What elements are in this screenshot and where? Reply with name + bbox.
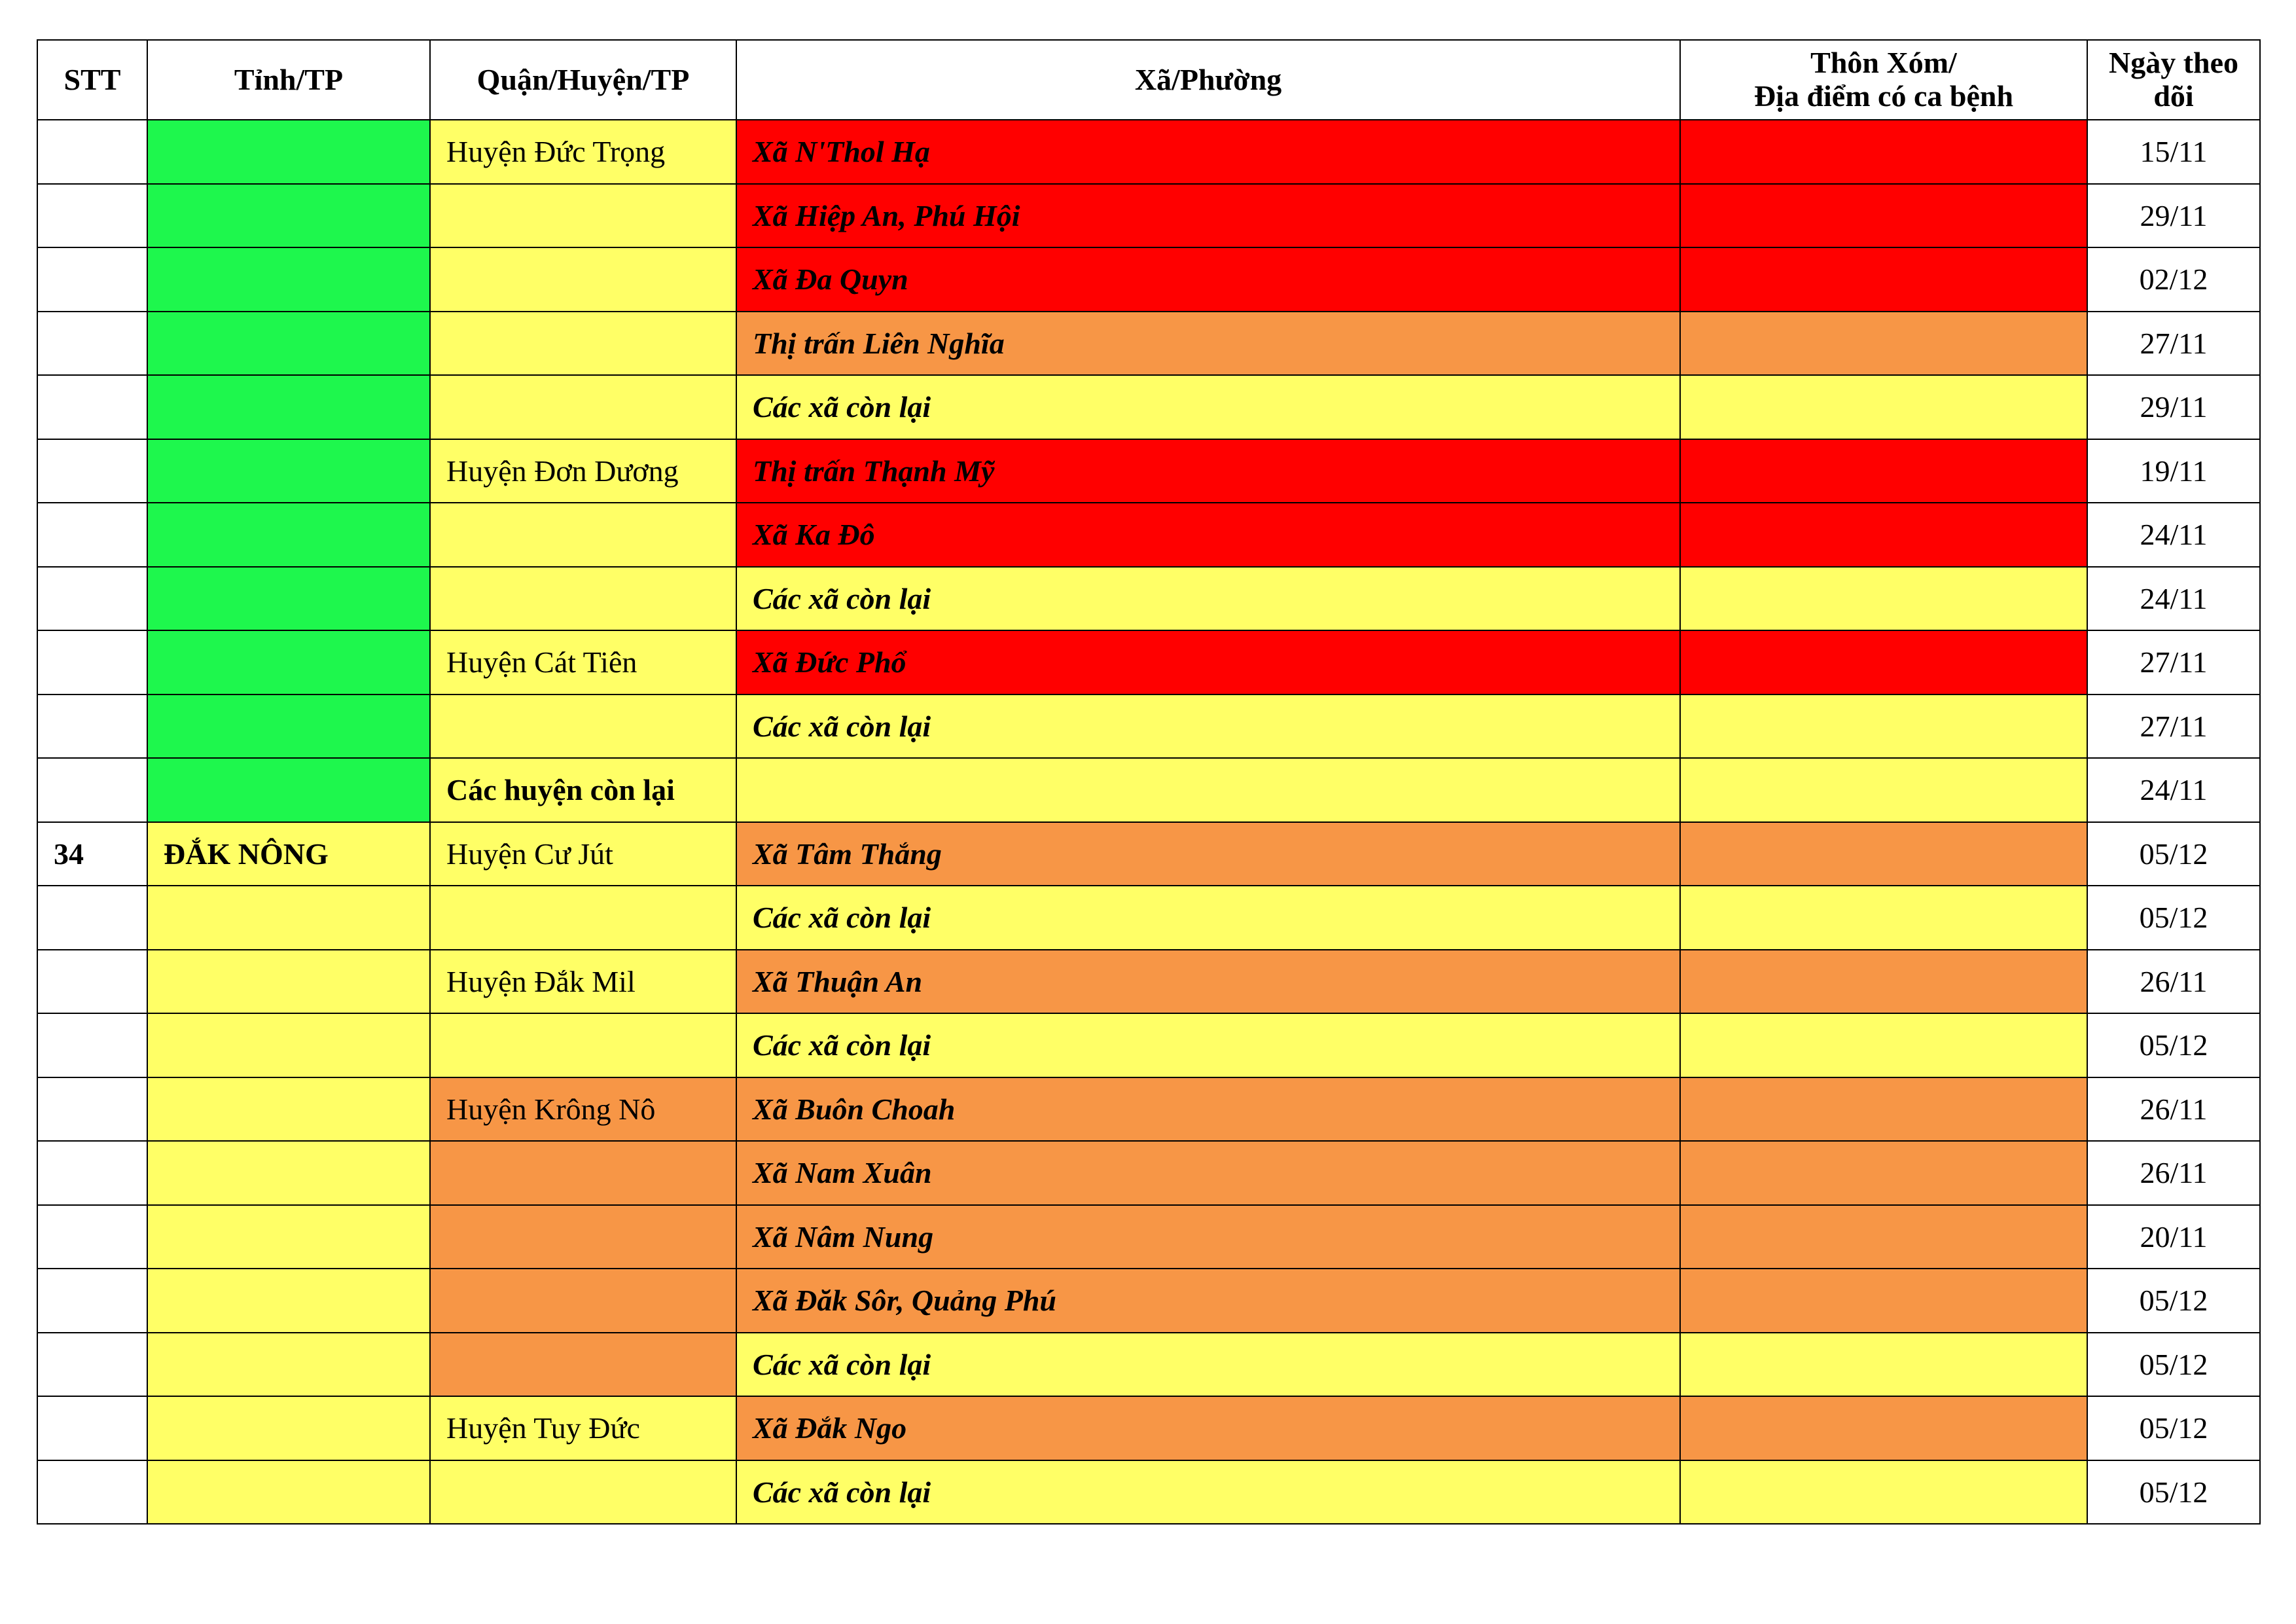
cell-ward: Xã Đa Quyn [736,247,1680,312]
cell-district [430,503,736,567]
cell-ward: Xã Thuận An [736,950,1680,1014]
table-row [37,1013,2260,1077]
header-stt: STT [37,40,147,120]
cell-district: Huyện Krông Nô [430,1077,736,1142]
cell-stt [37,1077,147,1142]
cell-stt [37,1013,147,1077]
cell-ward: Các xã còn lại [736,375,1680,439]
cell-district [430,886,736,950]
cell-date: 20/11 [2087,1205,2260,1269]
table-row [37,1460,2260,1525]
cell-district [430,567,736,631]
table-row [37,1205,2260,1269]
cell-district: Huyện Đức Trọng [430,120,736,184]
cell-ward: Xã Buôn Choah [736,1077,1680,1142]
cell-stt [37,1205,147,1269]
cell-province [147,758,430,822]
cell-district [430,1013,736,1077]
table-body [37,120,2260,1524]
cell-ward: Xã Nam Xuân [736,1141,1680,1205]
cell-district: Huyện Cát Tiên [430,630,736,695]
cell-hamlet [1680,758,2087,822]
cell-district: Huyện Đơn Dương [430,439,736,503]
cell-stt [37,247,147,312]
cell-province [147,695,430,759]
cell-hamlet [1680,439,2087,503]
cell-stt [37,120,147,184]
cell-date: 26/11 [2087,1077,2260,1142]
cell-province [147,1205,430,1269]
cell-ward: Thị trấn Liên Nghĩa [736,312,1680,376]
cell-hamlet [1680,886,2087,950]
cell-date: 05/12 [2087,1333,2260,1397]
table-row [37,184,2260,248]
table-row [37,1396,2260,1460]
cell-province [147,1460,430,1525]
cell-hamlet [1680,375,2087,439]
cell-ward [736,758,1680,822]
cell-ward: Xã Đăk Sôr, Quảng Phú [736,1269,1680,1333]
cell-province [147,1333,430,1397]
cell-hamlet [1680,1013,2087,1077]
table-row [37,1269,2260,1333]
cell-date: 27/11 [2087,312,2260,376]
cell-hamlet [1680,630,2087,695]
cell-date: 29/11 [2087,184,2260,248]
cell-date: 05/12 [2087,1269,2260,1333]
cell-stt [37,439,147,503]
cell-hamlet [1680,120,2087,184]
header-district: Quận/Huyện/TP [430,40,736,120]
cell-hamlet [1680,822,2087,886]
cell-stt [37,1269,147,1333]
cell-stt [37,184,147,248]
cell-province [147,1077,430,1142]
cell-ward: Các xã còn lại [736,1333,1680,1397]
cell-ward: Xã Đắk Ngo [736,1396,1680,1460]
table-row [37,695,2260,759]
cell-district: Huyện Cư Jút [430,822,736,886]
cell-ward: Xã Nâm Nung [736,1205,1680,1269]
cell-district [430,247,736,312]
cell-date: 05/12 [2087,886,2260,950]
header-date-line1: Ngày theo [2108,46,2239,80]
cell-hamlet [1680,1333,2087,1397]
cell-ward: Thị trấn Thạnh Mỹ [736,439,1680,503]
cell-hamlet [1680,184,2087,248]
header-date-line2: dõi [2153,79,2194,113]
table-row [37,1077,2260,1142]
cell-province: ĐẮK NÔNG [147,822,430,886]
cell-stt [37,630,147,695]
cell-hamlet [1680,1269,2087,1333]
table-row [37,950,2260,1014]
cell-hamlet [1680,695,2087,759]
cell-district [430,1333,736,1397]
table-row [37,630,2260,695]
cell-province [147,950,430,1014]
cell-hamlet [1680,1460,2087,1525]
cell-stt [37,695,147,759]
cell-hamlet [1680,1396,2087,1460]
cell-stt [37,1333,147,1397]
cell-hamlet [1680,1141,2087,1205]
cell-district [430,312,736,376]
cell-stt [37,1460,147,1525]
cell-hamlet [1680,567,2087,631]
cell-ward: Các xã còn lại [736,1460,1680,1525]
header-ward: Xã/Phường [736,40,1680,120]
cell-province [147,567,430,631]
table-row [37,247,2260,312]
table-row [37,1141,2260,1205]
cell-district [430,1460,736,1525]
cell-district [430,184,736,248]
cell-province [147,503,430,567]
header-date [2087,40,2260,120]
cell-stt [37,1141,147,1205]
cell-date: 02/12 [2087,247,2260,312]
cell-date: 05/12 [2087,1013,2260,1077]
cell-ward: Xã Đức Phổ [736,630,1680,695]
cell-date: 24/11 [2087,758,2260,822]
cell-stt [37,950,147,1014]
cell-ward: Các xã còn lại [736,567,1680,631]
cell-date: 27/11 [2087,695,2260,759]
cell-province [147,1141,430,1205]
cell-hamlet [1680,1205,2087,1269]
cell-date: 05/12 [2087,822,2260,886]
cell-date: 05/12 [2087,1460,2260,1525]
table-row [37,120,2260,184]
cell-date: 19/11 [2087,439,2260,503]
cell-ward: Xã Tâm Thắng [736,822,1680,886]
table-row [37,567,2260,631]
table-row [37,439,2260,503]
cell-stt [37,886,147,950]
cell-district [430,1269,736,1333]
header-hamlet-line1: Thôn Xóm/ [1810,46,1957,80]
cell-province [147,375,430,439]
cell-stt [37,567,147,631]
table-row [37,822,2260,886]
table-row [37,758,2260,822]
cell-date: 05/12 [2087,1396,2260,1460]
table-row [37,1333,2260,1397]
covid-risk-table [37,39,2261,1525]
cell-hamlet [1680,950,2087,1014]
cell-stt [37,503,147,567]
cell-district: Huyện Tuy Đức [430,1396,736,1460]
cell-stt [37,375,147,439]
cell-date: 29/11 [2087,375,2260,439]
cell-date: 26/11 [2087,1141,2260,1205]
table-row [37,503,2260,567]
cell-ward: Xã Ka Đô [736,503,1680,567]
cell-date: 26/11 [2087,950,2260,1014]
cell-district [430,1205,736,1269]
header-row [37,40,2260,120]
cell-date: 15/11 [2087,120,2260,184]
cell-date: 24/11 [2087,503,2260,567]
cell-hamlet [1680,247,2087,312]
cell-district [430,375,736,439]
cell-province [147,439,430,503]
cell-district [430,695,736,759]
cell-district [430,1141,736,1205]
cell-province [147,1013,430,1077]
cell-hamlet [1680,1077,2087,1142]
cell-province [147,630,430,695]
cell-date: 27/11 [2087,630,2260,695]
table-row [37,886,2260,950]
cell-ward: Các xã còn lại [736,695,1680,759]
header-hamlet [1680,40,2087,120]
table-row [37,375,2260,439]
cell-ward: Các xã còn lại [736,1013,1680,1077]
cell-province [147,886,430,950]
header-province: Tỉnh/TP [147,40,430,120]
cell-province [147,184,430,248]
cell-stt: 34 [37,822,147,886]
table-header [37,40,2260,120]
header-hamlet-line2: Địa điểm có ca bệnh [1753,79,2014,113]
cell-hamlet [1680,312,2087,376]
cell-province [147,1269,430,1333]
cell-stt [37,1396,147,1460]
cell-hamlet [1680,503,2087,567]
cell-province [147,1396,430,1460]
cell-province [147,120,430,184]
cell-ward: Xã Hiệp An, Phú Hội [736,184,1680,248]
cell-ward: Xã N'Thol Hạ [736,120,1680,184]
cell-stt [37,312,147,376]
table-row [37,312,2260,376]
cell-province [147,247,430,312]
cell-district: Huyện Đắk Mil [430,950,736,1014]
cell-ward: Các xã còn lại [736,886,1680,950]
cell-stt [37,758,147,822]
cell-date: 24/11 [2087,567,2260,631]
cell-district: Các huyện còn lại [430,758,736,822]
cell-province [147,312,430,376]
